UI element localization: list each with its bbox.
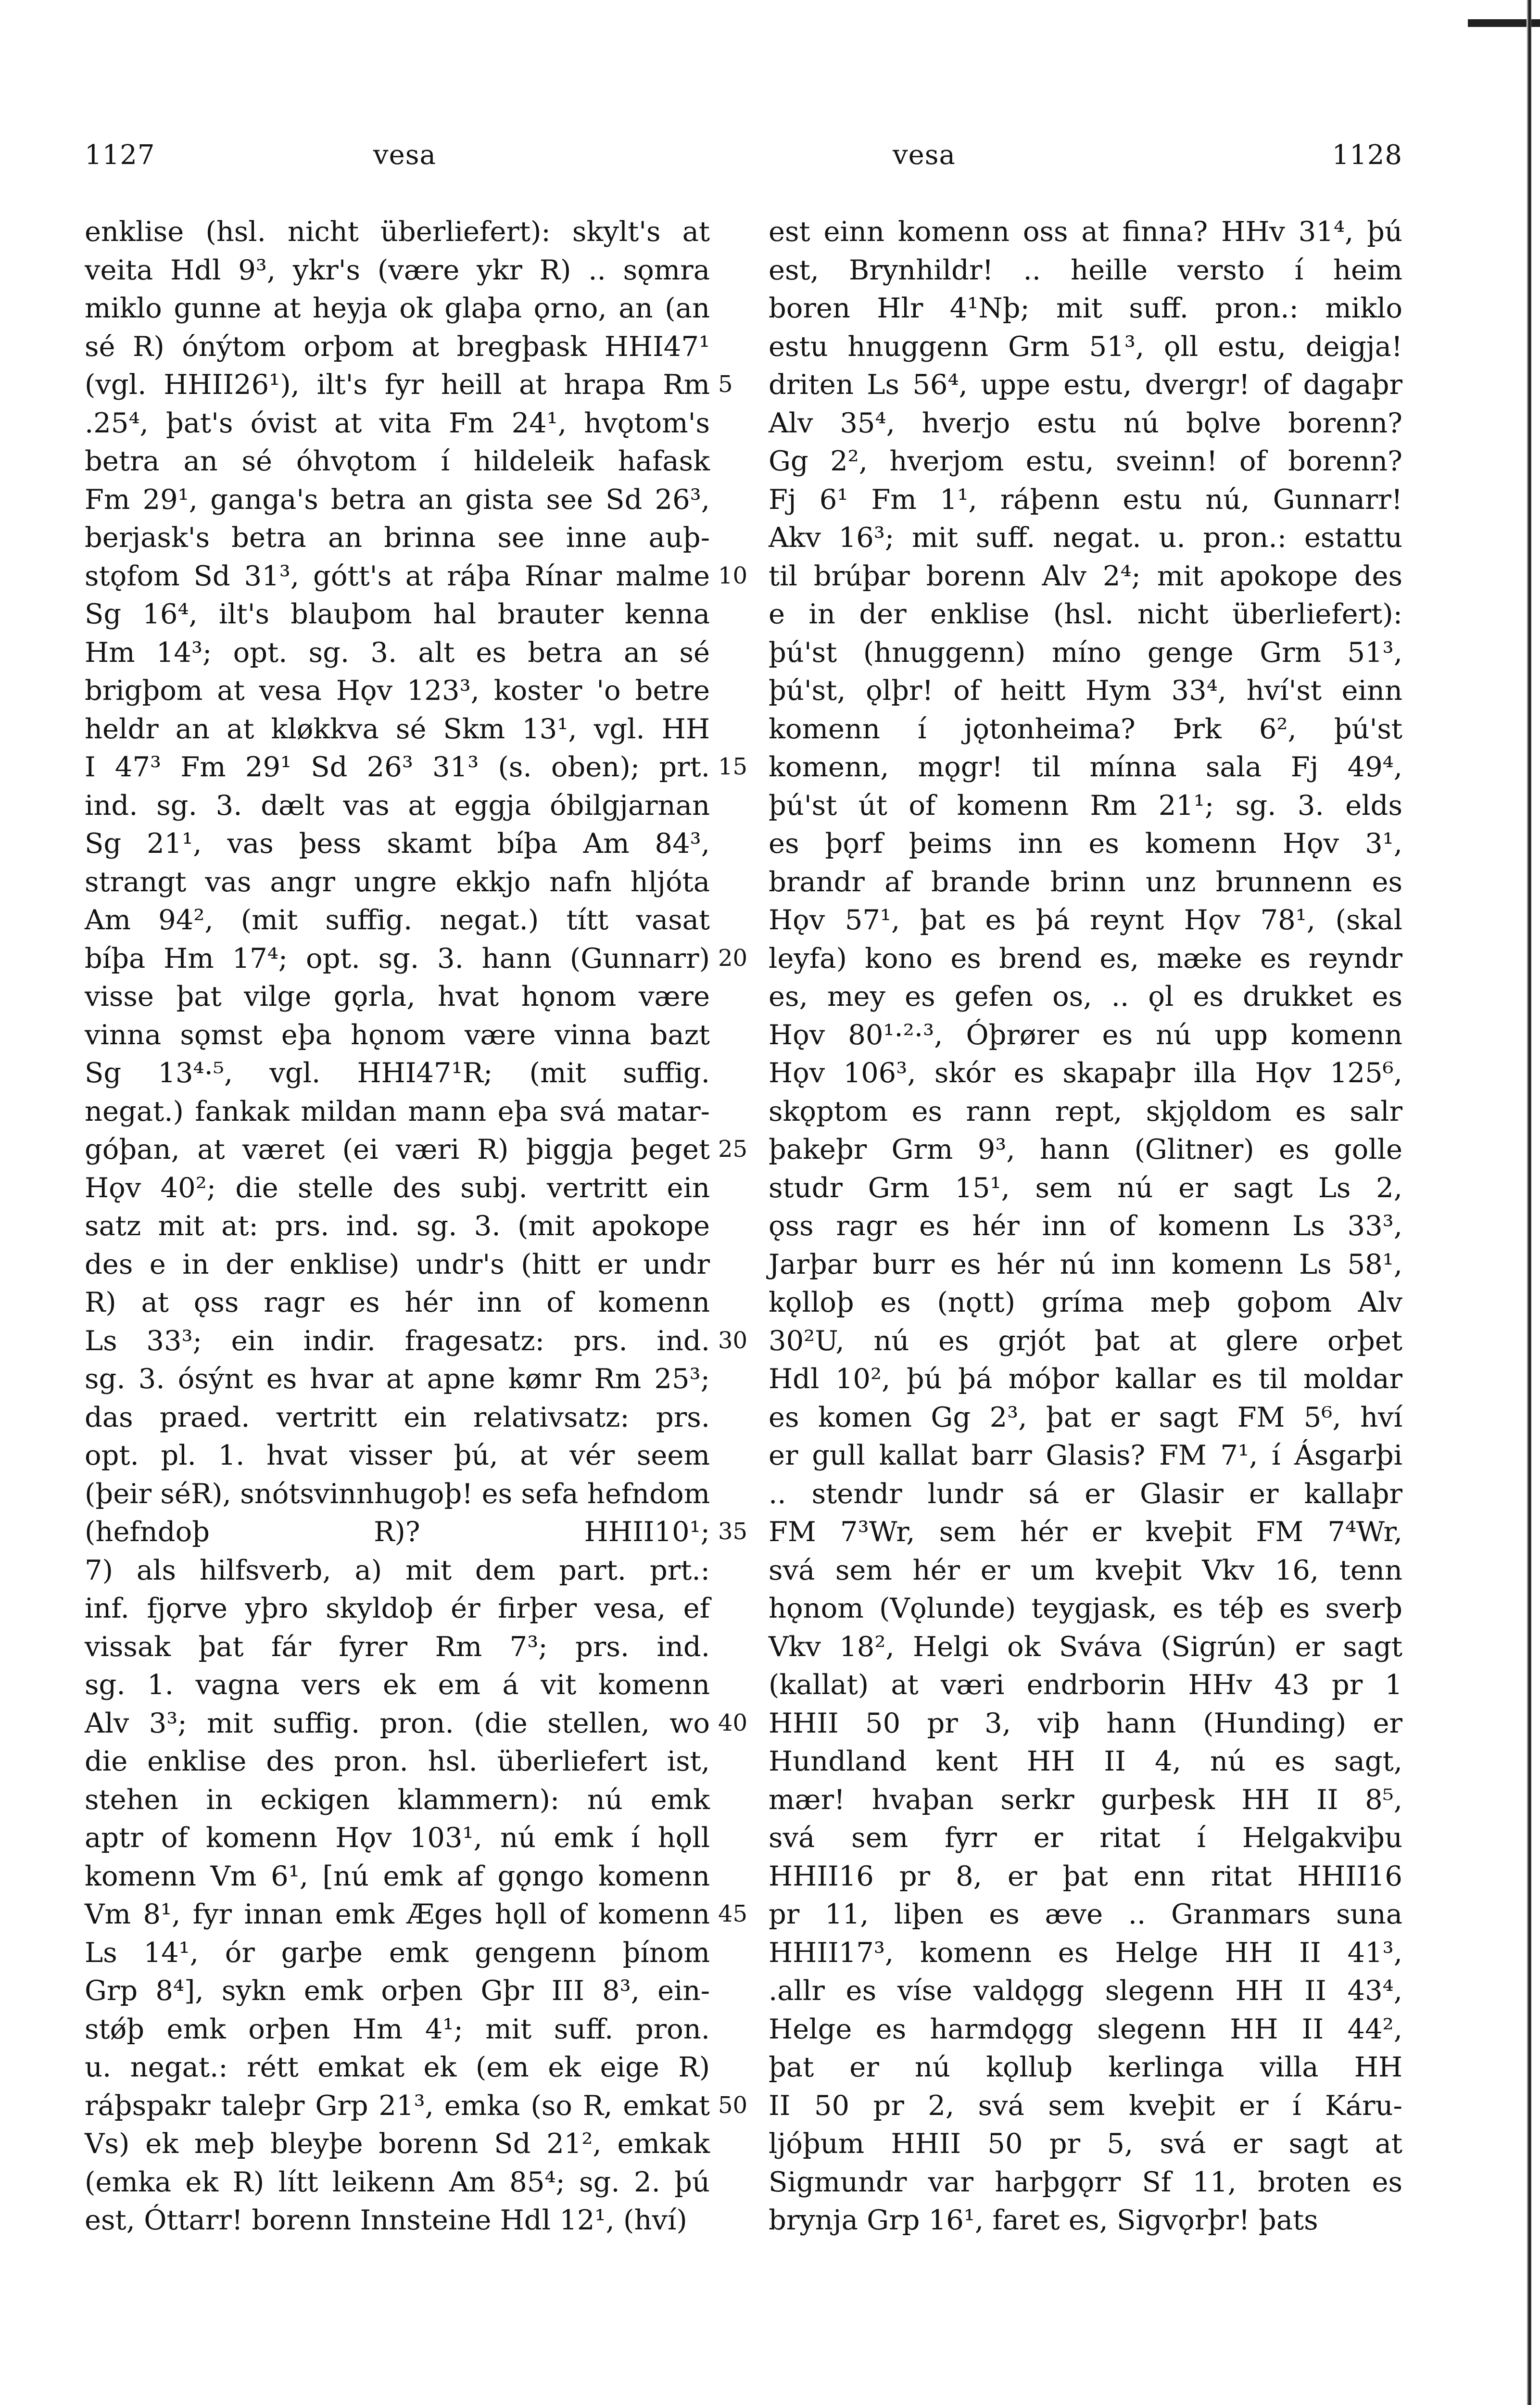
text-line: svá sem fyrr er ritat í Helgakviþu — [769, 1822, 1402, 1854]
running-header — [85, 139, 1402, 178]
text-line: leyfa) kono es brend es, mæke es reyndr — [769, 942, 1402, 975]
text-line: 7) als hilfsverb, a) mit dem part. prt.: — [85, 1554, 710, 1586]
text-line: Am 94², (mit suffig. negat.) títt vasat — [85, 904, 710, 936]
text-line: II 50 pr 2, svá sem kveþit er í Káru- — [769, 2089, 1402, 2122]
text-line: I 47³ Fm 29¹ Sd 26³ 31³ (s. oben); prt. — [85, 751, 710, 783]
text-line: betra an sé óhvǫtom í hildeleik hafask — [85, 445, 710, 477]
text-line: er gull kallat barr Glasis? FM 7¹, í Ásgarþi — [769, 1439, 1402, 1471]
text-line: Fj 6¹ Fm 1¹, ráþenn estu nú, Gunnarr! — [769, 483, 1402, 516]
text-line: estu hnuggenn Grm 51³, ǫll estu, deigja! — [769, 330, 1402, 363]
text-line: sg. 1. vagna vers ek em á vit komenn — [85, 1669, 710, 1701]
text-line: es þǫrf þeims inn es komenn Hǫv 3¹, — [769, 827, 1402, 860]
line-number: 15 — [718, 753, 748, 780]
line-number: 35 — [718, 1518, 748, 1545]
text-line: skǫptom es rann rept, skjǫldom es salr — [769, 1095, 1402, 1127]
text-line: komenn Vm 6¹, [nú emk af gǫngo komenn — [85, 1860, 710, 1892]
line-number: 50 — [718, 2091, 748, 2119]
text-line: Alv 35⁴, hverjo estu nú bǫlve borenn? — [769, 406, 1402, 439]
text-line: est, Brynhildr! .. heille versto í heim — [769, 253, 1402, 286]
right-page-number: 1128 — [1332, 139, 1402, 171]
text-line: des e in der enklise) undr's (hitt er undr — [85, 1248, 710, 1280]
text-line: kǫlloþ es (nǫtt) gríma meþ goþom Alv — [769, 1286, 1402, 1318]
text-line: FM 7³Wr, sem hér er kveþit FM 7⁴Wr, — [769, 1516, 1402, 1548]
text-line: brynja Grp 16¹, faret es, Sigvǫrþr! þats — [769, 2204, 1318, 2236]
text-line: Sg 21¹, vas þess skamt bíþa Am 84³, — [85, 827, 710, 860]
text-line: HHII17³, komenn es Helge HH II 41³, — [769, 1936, 1402, 1969]
text-line: Sigmundr var harþgǫrr Sf 11, broten es — [769, 2165, 1402, 2198]
text-line: þat er nú kǫlluþ kerlinga villa HH — [769, 2051, 1402, 2083]
text-line: .allr es víse valdǫgg slegenn HH II 43⁴, — [769, 1975, 1402, 2007]
text-line: mær! hvaþan serkr gurþesk HH II 8⁵, — [769, 1783, 1402, 1816]
text-line: góþan, at været (ei væri R) þiggja þeget — [85, 1133, 710, 1165]
text-line: pr 11, liþen es æve .. Granmars suna — [769, 1898, 1402, 1930]
text-line: Ls 33³; ein indir. fragesatz: prs. ind. — [85, 1324, 710, 1357]
text-line: inf. fjǫrve yþro skyldoþ ér firþer vesa, ef — [85, 1592, 710, 1624]
line-number: 10 — [718, 562, 748, 589]
text-line: ind. sg. 3. dælt vas at eggja óbilgjarnan — [85, 789, 710, 822]
text-line: þú'st, ǫlþr! of heitt Hym 33⁴, hví'st einn — [769, 674, 1402, 707]
text-line: .25⁴, þat's óvist at vita Fm 24¹, hvǫtom's — [85, 406, 710, 439]
line-number: 40 — [718, 1709, 748, 1736]
text-line: e in der enklise (hsl. nicht überliefert): — [769, 598, 1402, 630]
text-line: Vkv 18², Helgi ok Sváva (Sigrún) er sagt — [769, 1630, 1402, 1663]
left-headword: vesa — [373, 139, 436, 171]
text-line: es, mey es gefen os, .. ǫl es drukket es — [769, 980, 1402, 1013]
text-line: Ls 14¹, ór garþe emk gengenn þínom — [85, 1936, 710, 1969]
text-line: Jarþar burr es hér nú inn komenn Ls 58¹, — [769, 1248, 1402, 1280]
text-line: (hefndoþ R)? HHII10¹; — [85, 1516, 710, 1548]
text-line: Sg 13⁴·⁵, vgl. HHI47¹R; (mit suffig. — [85, 1057, 710, 1089]
line-number: 30 — [718, 1327, 748, 1354]
left-column — [85, 213, 710, 2405]
line-number: 5 — [718, 371, 733, 398]
text-line: u. negat.: rétt emkat ek (em ek eige R) — [85, 2051, 710, 2083]
text-line: HHII16 pr 8, er þat enn ritat HHII16 — [769, 1860, 1402, 1892]
text-line: ljóþum HHII 50 pr 5, svá er sagt at — [769, 2127, 1402, 2160]
text-line: sé R) ónýtom orþom at bregþask HHI47¹ — [85, 330, 710, 363]
text-line: þú'st (hnuggenn) míno genge Grm 51³, — [769, 636, 1402, 669]
text-line: til brúþar borenn Alv 2⁴; mit apokope des — [769, 559, 1402, 592]
text-line: Fm 29¹, ganga's betra an gista see Sd 26³, — [85, 483, 710, 516]
text-line: Hǫv 40²; die stelle des subj. vertritt ein — [85, 1171, 710, 1204]
text-line: (þeir séR), snótsvinnhugoþ! es sefa hefndom — [85, 1477, 710, 1510]
text-line: Alv 3³; mit suffig. pron. (die stellen, wo — [85, 1707, 710, 1739]
text-line: 30²U, nú es grjót þat at glere orþet — [769, 1324, 1402, 1357]
text-line: Hdl 10², þú þá móþor kallar es til moldar — [769, 1363, 1402, 1395]
text-line: boren Hlr 4¹Nþ; mit suff. pron.: miklo — [769, 292, 1402, 324]
text-line: Helge es harmdǫgg slegenn HH II 44², — [769, 2013, 1402, 2045]
text-line: est einn komenn oss at finna? HHv 31⁴, þú — [769, 215, 1402, 248]
page-edge — [1527, 0, 1531, 2405]
right-headword: vesa — [893, 139, 956, 171]
text-line: þú'st út of komenn Rm 21¹; sg. 3. elds — [769, 789, 1402, 822]
text-line: satz mit at: prs. ind. sg. 3. (mit apokope — [85, 1210, 710, 1242]
text-line: komenn, mǫgr! til mínna sala Fj 49⁴, — [769, 751, 1402, 783]
text-line: visse þat vilge gǫrla, hvat hǫnom være — [85, 980, 710, 1013]
text-line: ǫss ragr es hér inn of komenn Ls 33³, — [769, 1210, 1402, 1242]
line-number-gutter — [718, 213, 761, 2405]
text-line: es komen Gg 2³, þat er sagt FM 5⁶, hví — [769, 1401, 1402, 1433]
text-line: Gg 2², hverjom estu, sveinn! of borenn? — [769, 445, 1402, 477]
right-column — [769, 213, 1402, 2405]
text-line: Hm 14³; opt. sg. 3. alt es betra an sé — [85, 636, 710, 669]
text-line: (emka ek R) lítt leikenn Am 85⁴; sg. 2. þú — [85, 2165, 710, 2198]
text-line: strangt vas angr ungre ekkjo nafn hljóta — [85, 865, 710, 898]
text-line: das praed. vertritt ein relativsatz: prs. — [85, 1401, 710, 1433]
text-line: (vgl. HHII26¹), ilt's fyr heill at hrapa Rm — [85, 368, 710, 401]
text-line: Sg 16⁴, ilt's blauþom hal brauter kenna — [85, 598, 710, 630]
text-line: Hǫv 80¹·²·³, Óþrører es nú upp komenn — [769, 1018, 1402, 1051]
line-number: 45 — [718, 1900, 748, 1927]
text-line: enklise (hsl. nicht überliefert): skylt's at — [85, 215, 710, 248]
text-line: driten Ls 56⁴, uppe estu, dvergr! of dagaþr — [769, 368, 1402, 401]
text-line: stehen in eckigen klammern): nú emk — [85, 1783, 710, 1816]
left-page-number: 1127 — [85, 139, 155, 171]
text-line: stǿþ emk orþen Hm 4¹; mit suff. pron. — [85, 2013, 710, 2045]
text-line: (kallat) at væri endrborin HHv 43 pr 1 — [769, 1669, 1402, 1701]
text-line: berjask's betra an brinna see inne auþ- — [85, 521, 710, 554]
text-line: sg. 3. ósýnt es hvar at apne kømr Rm 25³; — [85, 1363, 710, 1395]
text-line: aptr of komenn Hǫv 103¹, nú emk í hǫll — [85, 1822, 710, 1854]
text-line: Hundland kent HH II 4, nú es sagt, — [769, 1745, 1402, 1777]
text-line: .. stendr lundr sá er Glasir er kallaþr — [769, 1477, 1402, 1510]
text-line: vinna sǫmst eþa hǫnom være vinna bazt — [85, 1018, 710, 1051]
text-line: þakeþr Grm 9³, hann (Glitner) es golle — [769, 1133, 1402, 1165]
text-line: komenn í jǫtonheima? Þrk 6², þú'st — [769, 712, 1402, 745]
text-line: Hǫv 106³, skór es skapaþr illa Hǫv 125⁶, — [769, 1057, 1402, 1089]
text-line: Vs) ek meþ bleyþe borenn Sd 21², emkak — [85, 2127, 710, 2160]
text-line: R) at ǫss ragr es hér inn of komenn — [85, 1286, 710, 1318]
text-line: hǫnom (Vǫlunde) teygjask, es téþ es sverþ — [769, 1592, 1402, 1624]
text-line: stǫfom Sd 31³, gótt's at ráþa Rínar malme — [85, 559, 710, 592]
text-line: Grp 8⁴], sykn emk orþen Gþr III 8³, ein- — [85, 1975, 710, 2007]
line-number: 20 — [718, 944, 748, 972]
text-line: die enklise des pron. hsl. überliefert ist, — [85, 1745, 710, 1777]
text-line: heldr an at kløkkva sé Skm 13¹, vgl. HH — [85, 712, 710, 745]
text-line: brandr af brande brinn unz brunnenn es — [769, 865, 1402, 898]
line-number: 25 — [718, 1136, 748, 1163]
text-line: est, Óttarr! borenn Innsteine Hdl 12¹, (hví) — [85, 2204, 687, 2236]
text-line: Akv 16³; mit suff. negat. u. pron.: estattu — [769, 521, 1402, 554]
text-line: veita Hdl 9³, ykr's (være ykr R) .. sǫmra — [85, 253, 710, 286]
text-line: opt. pl. 1. hvat visser þú, at vér seem — [85, 1439, 710, 1471]
text-line: negat.) fankak mildan mann eþa svá matar- — [85, 1095, 710, 1127]
text-line: ráþspakr taleþr Grp 21³, emka (so R, emkat — [85, 2089, 710, 2122]
text-line: vissak þat fár fyrer Rm 7³; prs. ind. — [85, 1630, 710, 1663]
text-line: brigþom at vesa Hǫv 123³, koster 'o betre — [85, 674, 710, 707]
text-line: miklo gunne at heyja ok glaþa ǫrno, an (an — [85, 292, 710, 324]
text-line: svá sem hér er um kveþit Vkv 16, tenn — [769, 1554, 1402, 1586]
text-line: HHII 50 pr 3, viþ hann (Hunding) er — [769, 1707, 1402, 1739]
text-line: studr Grm 15¹, sem nú er sagt Ls 2, — [769, 1171, 1402, 1204]
text-line: Vm 8¹, fyr innan emk Æges hǫll of komenn — [85, 1898, 710, 1930]
text-line: bíþa Hm 17⁴; opt. sg. 3. hann (Gunnarr) — [85, 942, 710, 975]
text-line: Hǫv 57¹, þat es þá reynt Hǫv 78¹, (skal — [769, 904, 1402, 936]
